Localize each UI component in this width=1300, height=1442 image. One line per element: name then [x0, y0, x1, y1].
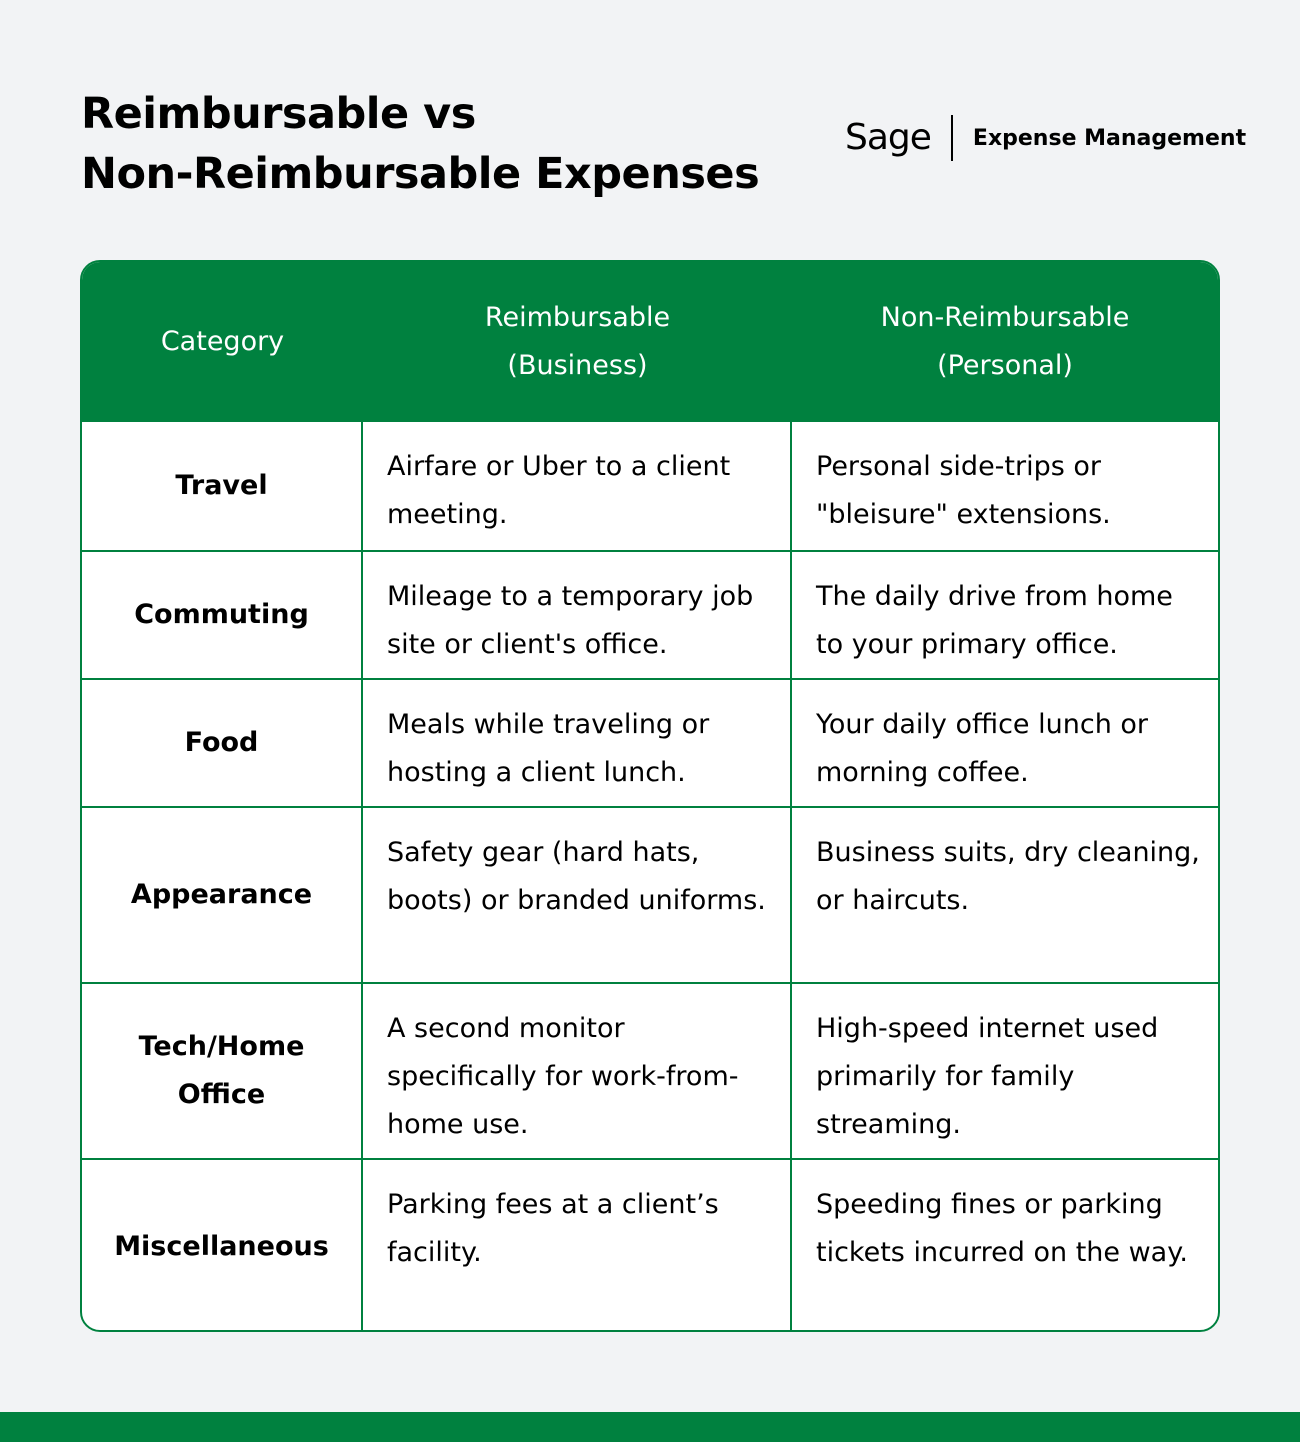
table-body — [82, 422, 1218, 1332]
table-cell-non-reimbursable: Speeding fines or parking tickets incurred on the way. — [816, 1189, 1188, 1268]
table-cell-reimbursable: Airfare or Uber to a client meeting. — [363, 422, 792, 550]
table-cell-reimbursable: Mileage to a temporary job site or client's office. — [363, 552, 792, 678]
column-header-category-label: Category — [160, 326, 285, 357]
table-row-food — [82, 678, 1218, 806]
column-header-non-reimbursable-line-2: (Personal) — [937, 350, 1073, 381]
table-cell-category: Appearance — [82, 808, 363, 982]
page-title — [81, 84, 781, 204]
table-cell-category: Commuting — [82, 552, 363, 678]
table-cell-non-reimbursable: The daily drive from home to your primary office. — [816, 581, 1173, 660]
table-cell-category: Tech/Home Office — [82, 984, 363, 1158]
table-cell-non-reimbursable: High-speed internet used primarily for family streaming. — [816, 1013, 1159, 1140]
table-header-row — [82, 262, 1218, 422]
table-cell-non-reimbursable: Your daily office lunch or morning coffee. — [816, 709, 1149, 788]
table-cell-category: Miscellaneous — [82, 1160, 363, 1332]
footer-bar — [0, 1412, 1300, 1442]
table-cell-reimbursable: A second monitor specifically for work-from-home use. — [363, 984, 792, 1158]
table-cell-reimbursable: Safety gear (hard hats, boots) or branded uniforms. — [363, 808, 792, 982]
comparison-table — [80, 260, 1220, 1332]
table-cell-reimbursable: Parking fees at a client’s facility. — [363, 1160, 792, 1332]
table-cell-category: Food — [82, 680, 363, 806]
table-row-travel — [82, 422, 1218, 550]
title-line-2: Non-Reimbursable Expenses — [81, 149, 760, 199]
table-cell-non-reimbursable: Personal side-trips or "bleisure" extensions. — [816, 451, 1111, 530]
table-row-miscellaneous — [82, 1158, 1218, 1332]
column-header-category — [82, 262, 363, 422]
column-header-non-reimbursable-line-1: Non-Reimbursable — [880, 302, 1130, 333]
brand-product-name: Expense Management — [972, 125, 1247, 151]
column-header-reimbursable-line-2: (Business) — [507, 350, 648, 381]
column-header-reimbursable — [363, 262, 792, 422]
title-line-1: Reimbursable vs — [81, 89, 476, 139]
table-cell-category: Travel — [82, 422, 363, 550]
table-row-tech-home-office — [82, 982, 1218, 1158]
sage-logo: Sage — [845, 117, 931, 158]
column-header-non-reimbursable — [792, 262, 1218, 422]
table-cell-non-reimbursable: Business suits, dry cleaning, or haircuts. — [816, 837, 1200, 916]
brand-lockup — [845, 112, 1246, 164]
table-cell-reimbursable: Meals while traveling or hosting a client lunch. — [363, 680, 792, 806]
table-row-commuting — [82, 550, 1218, 678]
table-row-appearance — [82, 806, 1218, 982]
brand-divider — [951, 115, 953, 161]
column-header-reimbursable-line-1: Reimbursable — [484, 302, 671, 333]
